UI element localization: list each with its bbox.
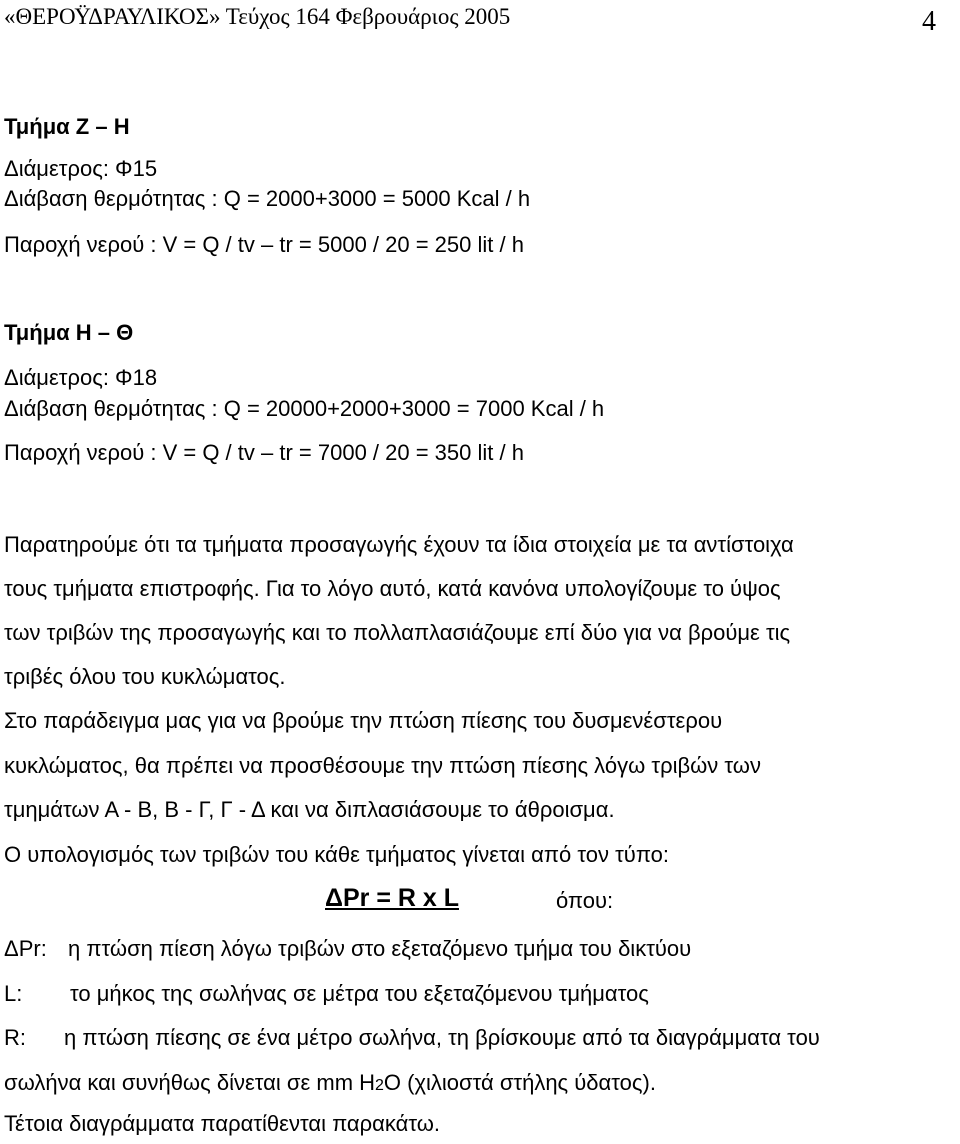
section-heading-ht: Τμήμα Η – Θ — [4, 320, 134, 345]
flow-zh: Παροχή νερού : V = Q / tv – tr = 5000 / 20 = 250 lit / h — [4, 232, 524, 257]
journal-header: «ΘΕΡΟΫΔΡΑΥΛΙΚΟΣ» Τεύχος 164 Φεβρουάριος 2005 — [4, 4, 511, 29]
flow-ht: Παροχή νερού : V = Q / tv – tr = 7000 / 20 = 350 lit / h — [4, 440, 524, 465]
paragraph-line: των τριβών της προσαγωγής και το πολλαπλασιάζουμε επί δύο για να βρούμε τις — [4, 620, 791, 645]
definition-term: R: — [4, 1025, 26, 1050]
definition-term: ΔPr: — [4, 936, 47, 961]
section-heading-zh: Τμήμα Ζ – Η — [4, 114, 130, 139]
page-number: 4 — [922, 6, 936, 37]
paragraph-line: κυκλώματος, θα πρέπει να προσθέσουμε την πτώση πίεσης λόγω τριβών των — [4, 753, 761, 778]
definition-r-continued — [4, 1070, 656, 1096]
heat-zh: Διάβαση θερμότητας : Q = 2000+3000 = 5000 Kcal / h — [4, 186, 531, 211]
definition-text: O (χιλιοστά στήλης ύδατος). — [383, 1070, 656, 1095]
definition-text: η πτώση πίεσης σε ένα μέτρο σωλήνα, τη βρίσκουμε από τα διαγράμματα του — [64, 1025, 820, 1050]
paragraph-line: Παρατηρούμε ότι τα τμήματα προσαγωγής έχουν τα ίδια στοιχεία με τα αντίστοιχα — [4, 532, 794, 557]
definition-dpr — [4, 936, 691, 962]
definition-text: σωλήνα και συνήθως δίνεται σε mm H — [4, 1070, 376, 1095]
definition-text: το μήκος της σωλήνας σε μέτρα του εξεταζόμενου τμήματος — [70, 981, 649, 1006]
paragraph-line: τριβές όλου του κυκλώματος. — [4, 664, 286, 689]
definition-l — [4, 981, 649, 1007]
definition-term: L: — [4, 981, 23, 1006]
paragraph-line: τους τμήματα επιστροφής. Για το λόγο αυτό, κατά κανόνα υπολογίζουμε το ύψος — [4, 576, 781, 601]
paragraph-line: τμημάτων Α - Β, Β - Γ, Γ - Δ και να διπλασιάσουμε το άθροισμα. — [4, 797, 615, 822]
paragraph-line: Ο υπολογισμός των τριβών του κάθε τμήματος γίνεται από τον τύπο: — [4, 842, 670, 867]
formula-suffix: όπου: — [556, 888, 614, 913]
definition-text: η πτώση πίεση λόγω τριβών στο εξεταζόμενο τμήμα του δικτύου — [68, 936, 692, 961]
diameter-zh: Διάμετρος: Φ15 — [4, 156, 158, 181]
paragraph-line: Στο παράδειγμα μας για να βρούμε την πτώση πίεσης του δυσμενέστερου — [4, 708, 723, 733]
diameter-ht: Διάμετρος: Φ18 — [4, 365, 158, 390]
definition-r — [4, 1025, 820, 1051]
friction-formula: ΔPr = R x L — [325, 884, 459, 912]
heat-ht: Διάβαση θερμότητας : Q = 20000+2000+3000 = 7000 Kcal / h — [4, 396, 605, 421]
subscript-two: 2 — [375, 1077, 384, 1094]
closing-line: Τέτοια διαγράμματα παρατίθενται παρακάτω. — [4, 1111, 441, 1136]
